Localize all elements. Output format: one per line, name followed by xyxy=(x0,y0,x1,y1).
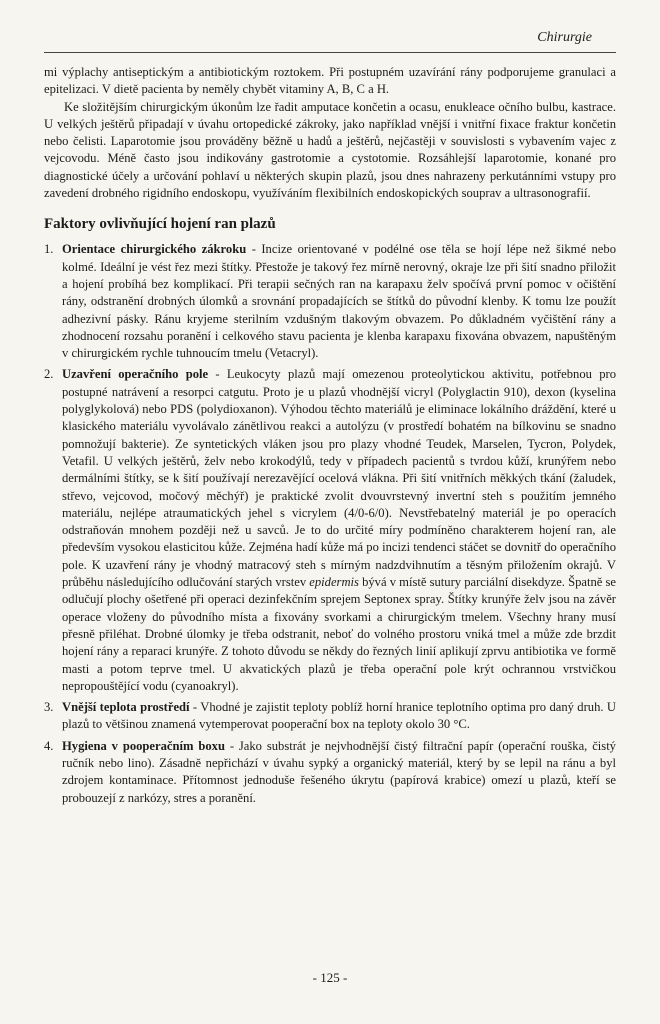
list-item-text: - Vhodné je zajistit teploty poblíž horní hranice teplotního optima pro daný druh. U plazů to většinou znamená vytemperovat pooperační box na teploty okolo 30 °C. xyxy=(62,700,616,732)
running-header xyxy=(44,26,616,53)
list-item xyxy=(44,738,616,807)
body-paragraph: mi výplachy antiseptickým a antibiotickým roztokem. Při postupném uzavírání rány podporujeme granulaci a epitelizaci. V dietě pacienta by neměly chybět vitaminy A, B, C a H. xyxy=(44,65,616,97)
body-paragraph: Ke složitějším chirurgickým úkonům lze řadit amputace končetin a ocasu, enukleace očního bulbu, kastrace. U velkých ještěrů připadají v úvahu ortopedické zákroky, jako například vnější i vnitřní fixace fraktur končetin nebo čelisti. Laparotomie jsou prováděny běžně u hadů a ještěrů, nejčastěji v souvislosti s vybavením vajec z vejcovodu. Méně často jsou indikovány gastrotomie a cystotomie. Rozsáhlejší laparotomie, konané pro diagnostické účely a určování pohlaví u některých skupin plazů, jsou dnes nahrazeny perkutánními vstupy pro zavedení drobného rigidního endoskopu, využíváním flexibilních endoskopických souprav a ultrasonografií. xyxy=(44,99,616,201)
list-item-emphasis: epidermis xyxy=(309,575,359,590)
list-item-term: Hygiena v pooperačním boxu xyxy=(62,738,225,753)
list-item xyxy=(44,366,616,695)
list-item-text: - Jako substrát je nejvhodnější čistý filtrační papír (operační rouška, čistý ručník nebo lino). Zásadně nepřichází v úvahu sypký a organický materiál, který by se lepil na ránu a byl zdrojem kontaminace. Přítomnost jednoduše řešeného úkrytu (papírová krabice) omezí u plazů, kteří se probouzejí z narkózy, stres a poranění. xyxy=(62,738,616,805)
page-content xyxy=(44,64,616,811)
list-item-number: 1. xyxy=(44,242,54,257)
section-heading: Faktory ovlivňující hojení ran plazů xyxy=(44,216,276,233)
list-item-term: Orientace chirurgického zákroku xyxy=(62,242,247,257)
list-item-number: 2. xyxy=(44,367,54,382)
list-item xyxy=(44,241,616,362)
list-item-term: Vnější teplota prostředí xyxy=(62,700,190,715)
factor-list xyxy=(44,241,616,807)
list-item-text: - Incize orientované v podélné ose těla se hojí lépe než šikmé nebo kolmé. Ideální je vést řez mezi štítky. Přestože je takový řez mírně nerovný, okraje lze při šití snadno přiložit a hojení probíhá bez komplikací. Při terapii sečných ran na karapaxu želv spočívá první pomoc v očištění rány, odstranění drobných úlomků a srovnání propadajících se štítků do původní klenby. K tomu lze použít adhezivní pásky. Ránu kryjeme sterilním vzdušným tlakovým obvazem. Po důkladném vyčištění rány a zhodnocení rozsahu poranění i celkového stavu pacienta je klenba karapaxu fixována obvazem, napuštěným v chirurgickém rychle tuhnoucím tmelu (Vetacryl). xyxy=(62,242,616,361)
list-item-text: bývá v místě sutury parciální disekdyze. Špatně se odlučují plochy ošetřené při operaci dezinfekčním sprejem Septonex spray. Štítky krunýře želv jsou na závěr operace vloženy do původního místa a fixovány svorkami a chirurgickým tmelem. Všechny hrany musí přesně přiléhat. Drobné úlomky je třeba odstranit, neboť do volného prostoru vniká tmel a může zde brzdit hojení rány a reparaci krunýře. Z tohoto důvodu se někdy do řezných linií aplikují zprvu antibiotika ve formě masti a potom teprve tmel. U akvatických plazů je třeba operační pole krýt ochrannou vrstvičkou nepropouštějící vodu (cyanoakryl). xyxy=(62,575,616,693)
list-item-number: 3. xyxy=(44,700,54,715)
list-item-text: - Leukocyty plazů mají omezenou proteolytickou aktivitu, potřebnou pro postupné natrávení a resorpci catgutu. Proto je u plazů vhodnější vicryl (Polyglactin 910), dexon (kyselina polyglykolová) nebo PDS (polydioxanon). Výhodou těchto materiálů je eliminace lokálního dráždění, které u klasického materiálu vyvolávalo zánětlivou reakci a autolýzu (v prostředí bohatém na bílkovinu se snadno pomnožují bakterie). Ze syntetických vláken jsou pro plazy vhodné Teudek, Marselen, Tycron, Polydek, Vetafil. U velkých ještěrů, želv nebo krokodýlů, tedy v případech pacientů s tvrdou kůží, krunýřem nebo dermálními štítky, se k šití používají nerezavějící ocelová vlákna. Při šití vnitřních měkkých tkání (žaludek, střevo, vejcovod, močový měchýř) je praktické zvolit dvouvrstevný invertní steh s použitím jemného materiálu, nejlépe atraumatických jehel s vicrylem (4/0-6/0). Nevstřebatelný materiál je po operacích odstraňován mnohem později než u savců. Je to do určité míry podmíněno charakterem hojení ran, ale především vysokou elasticitou kůže. Zejména hadí kůže má po incizi tendenci stáčet se dovnitř do operačního pole. K uzavření rány je vhodný matracový steh s mírným nadzdvihnutím a těsným přiložením okrajů. V průběhu následujícího odlučování starých vrstev xyxy=(62,367,616,590)
list-item-number: 4. xyxy=(44,738,54,753)
page-number: - 125 - xyxy=(312,970,348,985)
running-header-section: Chirurgie xyxy=(537,30,592,45)
list-item-term: Uzavření operačního pole xyxy=(62,367,209,382)
list-item xyxy=(44,699,616,734)
